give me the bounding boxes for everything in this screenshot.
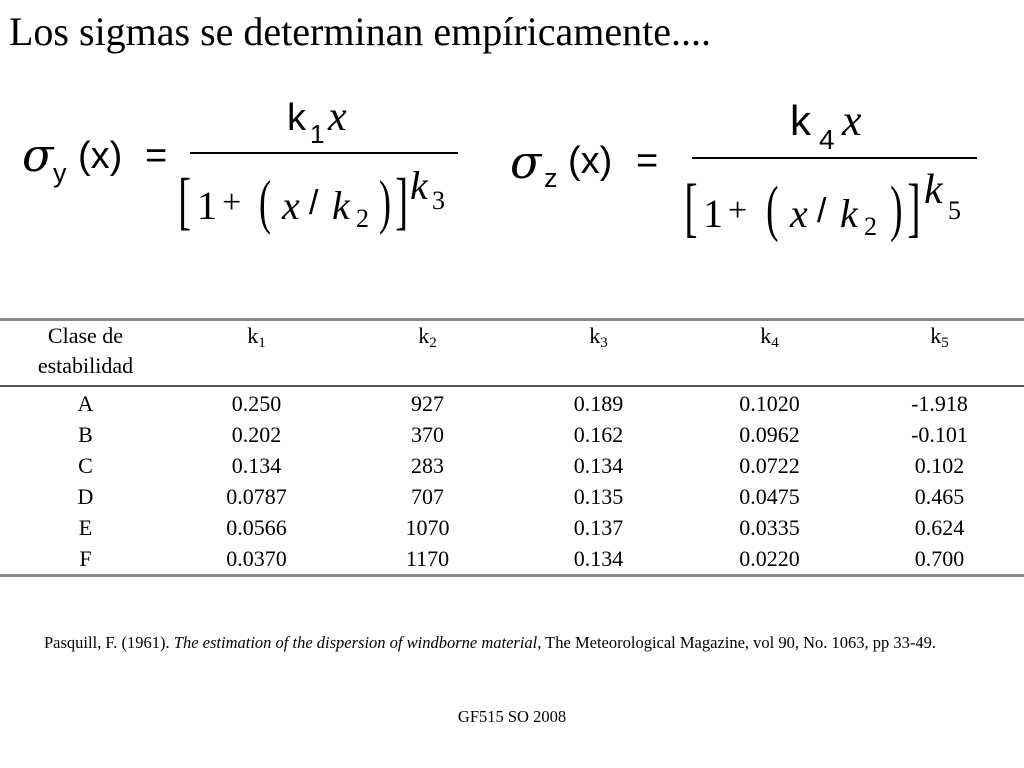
denominator-one: 1 [703, 191, 723, 236]
cell-k4: 0.0220 [684, 543, 855, 576]
cell-k1: 0.0787 [226, 484, 287, 509]
denominator-k: k [840, 191, 858, 236]
header-k1 [171, 320, 342, 387]
cell-k1: 0.134 [231, 453, 282, 478]
header-k-base: k [930, 323, 942, 348]
header-class-line-1: Clase de [47, 323, 124, 348]
slide-footer: GF515 SO 2008 [457, 707, 567, 726]
formula-sigma-z [0, 0, 1000, 270]
header-k-sub: 2 [429, 335, 437, 351]
right-bracket: ] [395, 165, 409, 236]
exponent-k: k [924, 167, 943, 213]
denominator-k-subscript: 2 [864, 212, 877, 241]
cell-k3: 0.134 [573, 453, 624, 478]
slash: / [817, 192, 827, 230]
sigma-symbol: σ [22, 128, 54, 182]
equals-sign: = [145, 135, 168, 177]
formula-argument: (x) [568, 140, 613, 182]
header-k-base: k [760, 323, 772, 348]
citation-source: , The Meteorological Magazine, vol 90, No. 1063, pp 33-49. [537, 633, 937, 652]
header-k-base: k [589, 323, 601, 348]
cell-k2: 1070 [405, 515, 450, 540]
right-bracket: ] [907, 171, 921, 244]
cell-k3: 0.137 [573, 515, 624, 540]
header-k2 [342, 320, 513, 387]
cell-k3: 0.134 [513, 543, 684, 576]
header-k-sub: 5 [941, 335, 949, 351]
denominator-k: k [332, 183, 350, 228]
cell-class: F [0, 543, 171, 576]
table-header-row [0, 320, 1024, 387]
cell-k4: 0.0475 [739, 484, 800, 509]
table-row [0, 481, 1024, 512]
cell-k2: 707 [411, 484, 444, 509]
header-k-base: k [418, 323, 430, 348]
header-class-line-2: estabilidad [37, 353, 134, 378]
formula-argument: (x) [78, 135, 123, 177]
equals-sign: = [636, 140, 659, 182]
numerator-x: x [328, 94, 347, 140]
cell-k2: 370 [411, 422, 444, 447]
left-bracket: [ [178, 165, 192, 236]
numerator-k-subscript: 1 [310, 119, 325, 149]
left-bracket: [ [684, 171, 698, 244]
cell-k3: 0.189 [573, 391, 624, 416]
citation [44, 630, 954, 656]
cell-class: D [77, 484, 94, 509]
table-row [0, 450, 1024, 481]
cell-k2: 927 [411, 391, 444, 416]
cell-class: B [78, 422, 93, 447]
denominator-x: x [282, 183, 300, 228]
left-paren: ( [766, 175, 779, 243]
cell-k5: -1.918 [911, 391, 968, 416]
cell-k5: -0.101 [911, 422, 968, 447]
cell-class: E [78, 515, 93, 540]
exponent-subscript: 3 [432, 186, 445, 215]
cell-k4: 0.0722 [739, 453, 800, 478]
header-k4 [684, 320, 855, 387]
denominator-x: x [790, 191, 808, 236]
slash: / [309, 184, 319, 222]
header-k-sub: 4 [771, 335, 779, 351]
numerator-k: k [790, 97, 811, 144]
cell-k2: 283 [411, 453, 444, 478]
cell-k4: 0.0962 [739, 422, 800, 447]
cell-k1: 0.250 [231, 391, 282, 416]
right-paren: ) [890, 175, 903, 243]
cell-k4: 0.1020 [739, 391, 800, 416]
plus-sign: + [728, 192, 748, 229]
header-stability-class [0, 320, 171, 387]
cell-k5: 0.700 [855, 543, 1024, 576]
header-k-sub: 3 [600, 335, 608, 351]
sigma-symbol: σ [510, 135, 542, 189]
cell-class: A [77, 391, 94, 416]
cell-k1: 0.202 [231, 422, 282, 447]
right-paren: ) [378, 169, 391, 235]
sigma-subscript: y [53, 158, 67, 188]
exponent-subscript: 5 [948, 196, 961, 225]
table-row [0, 386, 1024, 419]
plus-sign: + [222, 184, 242, 221]
cell-k4: 0.0335 [739, 515, 800, 540]
stability-coefficients-table [0, 318, 1024, 577]
left-paren: ( [258, 169, 271, 235]
header-k-base: k [247, 323, 259, 348]
cell-k3: 0.135 [573, 484, 624, 509]
table-row [0, 543, 1024, 576]
table-row [0, 419, 1024, 450]
exponent-k: k [410, 163, 428, 208]
cell-k1: 0.0566 [226, 515, 287, 540]
numerator-k: k [287, 97, 306, 139]
numerator-x: x [842, 96, 862, 145]
numerator-k-subscript: 4 [819, 124, 835, 155]
header-k3 [513, 320, 684, 387]
denominator-k-subscript: 2 [356, 204, 369, 233]
cell-k5: 0.102 [914, 453, 965, 478]
header-k5 [855, 320, 1024, 387]
slide-title: Los sigmas se determinan empíricamente.... [9, 9, 712, 54]
denominator-one: 1 [197, 183, 217, 228]
sigma-subscript: z [544, 163, 558, 193]
cell-k2: 1170 [342, 543, 513, 576]
cell-k5: 0.465 [914, 484, 965, 509]
header-k-sub: 1 [258, 335, 266, 351]
cell-k5: 0.624 [914, 515, 965, 540]
cell-k3: 0.162 [573, 422, 624, 447]
cell-k1: 0.0370 [171, 543, 342, 576]
cell-class: C [78, 453, 93, 478]
table-row [0, 512, 1024, 543]
citation-author-year: Pasquill, F. (1961). [44, 633, 174, 652]
citation-title: The estimation of the dispersion of windborne material [173, 633, 538, 652]
fraction-bar [692, 157, 977, 159]
